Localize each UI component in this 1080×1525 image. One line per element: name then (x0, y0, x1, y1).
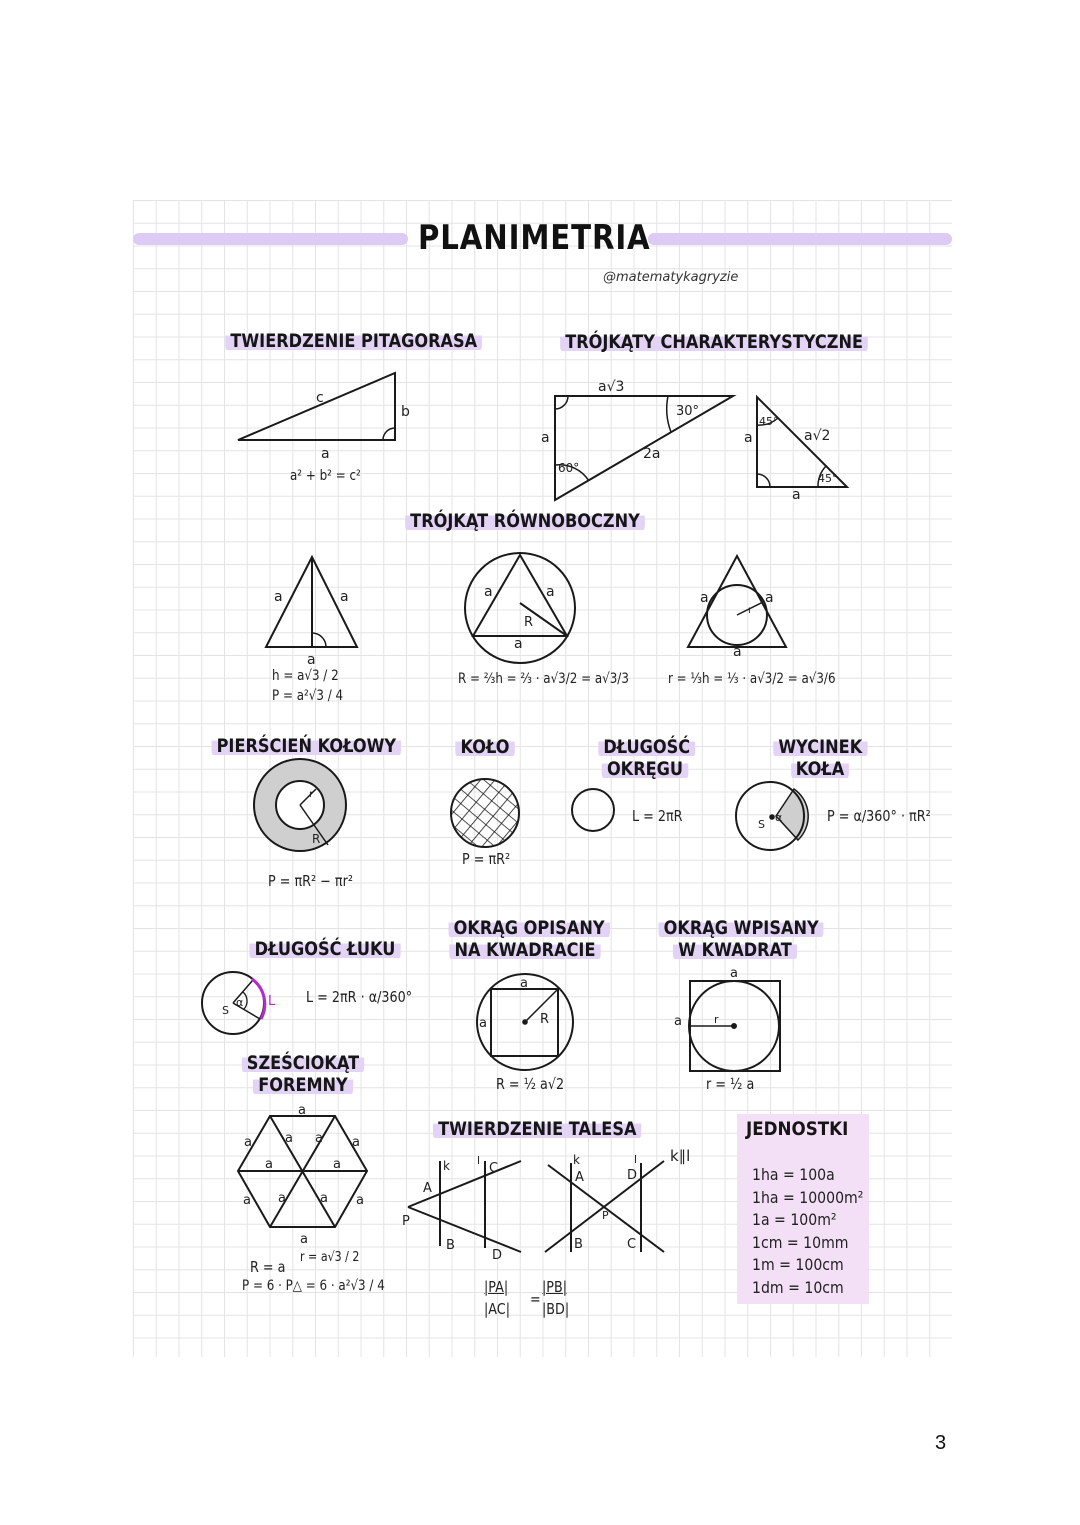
arc-label-L: L (268, 994, 276, 1009)
formula-inscribed: r = ½ a (706, 1075, 755, 1093)
circumference-circle (572, 789, 614, 831)
formula-circle: P = πR² (462, 850, 511, 868)
page-title: PLANIMETRIA (418, 218, 651, 258)
thales-k: k (443, 1159, 450, 1173)
ring-diagram (254, 759, 346, 851)
hex-label-a: a (352, 1135, 360, 1150)
sq-label-a-left: a (479, 1016, 487, 1031)
label-2a: 2a (643, 446, 661, 462)
label-a-left: a (541, 430, 550, 446)
formula-circumference: L = 2πR (632, 807, 683, 825)
eq-label-a: a (340, 589, 349, 605)
hexagon-diagram (238, 1116, 367, 1227)
eq-label-a: a (700, 590, 709, 606)
heading-units: JEDNOSTKI (746, 1118, 849, 1140)
thales-A-right: A (575, 1170, 584, 1185)
formula-hexagon-area: P = 6 · P△ = 6 · a²√3 / 4 (242, 1278, 385, 1294)
eq-label-a: a (484, 584, 493, 600)
formula-height: h = a√3 / 2 (272, 668, 339, 684)
thales-C: C (489, 1161, 499, 1176)
unit-item: 1ha = 100a (752, 1165, 835, 1184)
thales-l-right: l (634, 1153, 638, 1166)
circle-hatched (451, 779, 519, 847)
hex-label-a: a (298, 1103, 306, 1118)
hex-label-a: a (320, 1191, 328, 1206)
thales-A: A (423, 1181, 432, 1196)
thales-C-right: C (627, 1237, 637, 1252)
unit-item: 1cm = 10mm (752, 1232, 849, 1252)
formula-arc: L = 2πR · α/360° (306, 988, 413, 1006)
sq-label-R: R (540, 1012, 550, 1027)
thales-D: D (492, 1248, 503, 1263)
ring-label-R: R (312, 832, 321, 846)
label-45-left: a (744, 430, 753, 446)
arc-diagram (202, 972, 265, 1034)
heading-inscribed: OKRĄG WPISANY W KWADRAT (659, 917, 812, 961)
heading-characteristic-triangles: TRÓJKĄTY CHARAKTERYSTYCZNE (560, 331, 845, 353)
label-a-sqrt3: a√3 (598, 379, 625, 395)
arc-label-S: S (222, 1004, 229, 1017)
heading-arc-length: DŁUGOŚĆ ŁUKU (249, 938, 402, 960)
formula-r-equilateral: r = ⅓h = ⅓ · a√3/2 = a√3/6 (668, 671, 836, 687)
heading-circle: KOŁO (451, 736, 519, 758)
eq-label-a: a (546, 584, 555, 600)
formula-hexagon-r: r = a√3 / 2 (300, 1250, 360, 1265)
author-handle: @matematykagryzie (603, 270, 739, 285)
label-45-bottom: a (792, 487, 801, 503)
label-45deg-b: 45° (818, 472, 838, 485)
heading-sector: WYCINEK KOŁA (773, 736, 867, 780)
hex-label-a: a (244, 1135, 252, 1150)
thales-l: l (477, 1154, 481, 1167)
sector-label-S: S (758, 818, 765, 831)
unit-item: 1ha = 10000m² (752, 1187, 864, 1207)
pitagoras-triangle (238, 373, 395, 440)
eq-label-a: a (514, 636, 523, 652)
thales-num-left: |PA| (484, 1278, 509, 1296)
sq-label-a-top: a (520, 976, 528, 991)
thales-equals: = (530, 1290, 541, 1308)
label-a-sqrt2: a√2 (804, 428, 831, 444)
sector-label-alpha: α (775, 811, 783, 824)
hex-label-a: a (243, 1193, 251, 1208)
hex-label-a: a (356, 1193, 364, 1208)
hex-label-a: a (333, 1157, 341, 1172)
label-30deg: 30° (676, 404, 700, 419)
label-60deg: 60° (558, 461, 580, 475)
heading-circumference: DŁUGOŚĆ OKRĘGU (598, 736, 692, 780)
thales-B-right: B (574, 1237, 583, 1252)
page-number: 3 (935, 1432, 947, 1454)
heading-circumscribed: OKRĄG OPISANY NA KWADRACIE (449, 917, 602, 961)
eq-label-r: r (748, 605, 753, 616)
sector-diagram (736, 782, 808, 850)
hex-label-a: a (265, 1157, 273, 1172)
unit-item: 1m = 100cm (752, 1255, 844, 1274)
unit-item: 1a = 100m² (752, 1210, 837, 1229)
unit-item: 1dm = 10cm (752, 1277, 844, 1297)
heading-pitagoras: TWIERDZENIE PITAGORASA (225, 330, 455, 352)
heading-thales: TWIERDZENIE TALESA (433, 1118, 637, 1140)
eq-label-a: a (274, 589, 283, 605)
insq-label-a-left: a (674, 1014, 682, 1029)
eq-label-a: a (765, 590, 774, 606)
eq-label-R: R (524, 615, 534, 630)
heading-equilateral: TRÓJKĄT RÓWNOBOCZNY (402, 510, 649, 532)
label-a: a (321, 446, 330, 462)
circle-in-square (689, 981, 780, 1071)
thales-P-right: P (602, 1209, 609, 1222)
hex-label-a: a (285, 1131, 293, 1146)
hex-label-a: a (278, 1191, 286, 1206)
formula-hexagon-R: R = a (250, 1258, 286, 1276)
thales-parallel: k∥l (670, 1147, 691, 1165)
thales-num-right: |PB| (542, 1278, 568, 1296)
insq-label-r: r (714, 1013, 719, 1026)
heading-ring: PIERŚCIEŃ KOŁOWY (212, 735, 399, 757)
eq-label-a: a (733, 644, 742, 660)
formula-circumscribed: R = ½ a√2 (496, 1075, 565, 1093)
thales-k-right: k (573, 1153, 580, 1167)
formula-sector: P = α/360° · πR² (827, 807, 931, 825)
insq-label-a-top: a (730, 966, 738, 981)
thales-den-right: |BD| (542, 1300, 570, 1318)
eq-label-a: a (307, 652, 316, 668)
thales-D-right: D (627, 1168, 638, 1183)
thales-B: B (446, 1238, 455, 1253)
formula-pitagoras: a² + b² = c² (290, 468, 361, 484)
hex-label-a: a (300, 1232, 308, 1247)
formula-R-equilateral: R = ⅔h = ⅔ · a√3/2 = a√3/3 (458, 671, 629, 687)
thales-P: P (402, 1214, 410, 1229)
arc-label-alpha: α (236, 996, 244, 1009)
ring-label-r: r (309, 789, 314, 800)
heading-hexagon: SZEŚCIOKĄT FOREMNY (239, 1052, 367, 1096)
formula-ring: P = πR² − πr² (268, 872, 353, 890)
label-c: c (316, 390, 324, 406)
thales-left-diagram (408, 1161, 521, 1252)
label-45deg-a: 45° (759, 415, 779, 428)
label-b: b (401, 404, 410, 420)
thales-den-left: |AC| (484, 1300, 511, 1318)
formula-area-equilateral: P = a²√3 / 4 (272, 688, 344, 704)
hex-label-a: a (315, 1131, 323, 1146)
thales-right-diagram (545, 1161, 664, 1252)
